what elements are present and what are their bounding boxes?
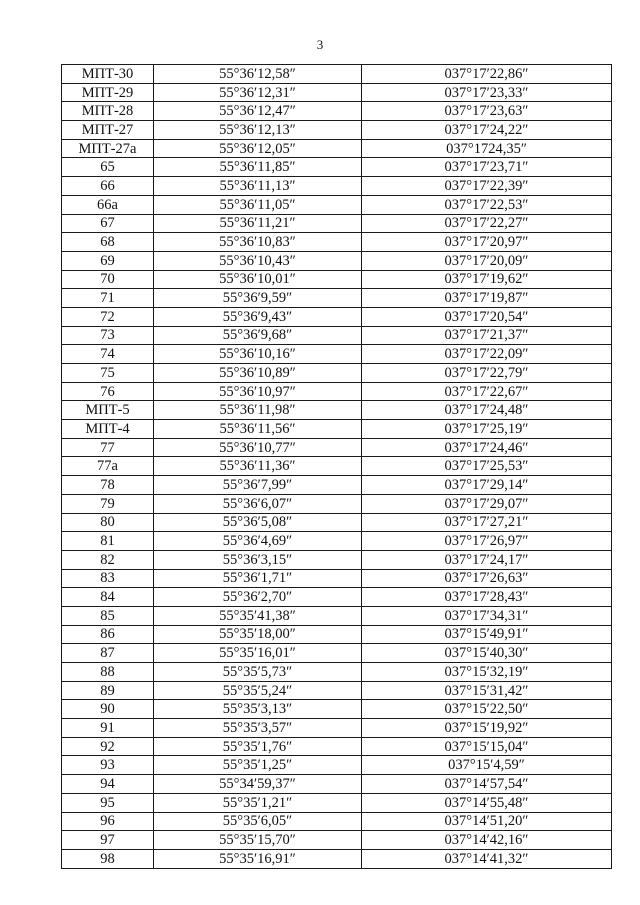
latitude-cell: 55°36′10,77″ xyxy=(154,438,362,457)
latitude-cell: 55°35′41,38″ xyxy=(154,606,362,625)
point-id-cell: 94 xyxy=(62,775,154,794)
latitude-cell: 55°34′59,37″ xyxy=(154,775,362,794)
latitude-cell: 55°36′12,05″ xyxy=(154,139,362,158)
point-id-cell: 73 xyxy=(62,326,154,345)
longitude-cell: 037°15′49,91″ xyxy=(362,625,612,644)
longitude-cell: 037°17′24,22″ xyxy=(362,121,612,140)
latitude-cell: 55°36′10,16″ xyxy=(154,345,362,364)
point-id-cell: 85 xyxy=(62,606,154,625)
point-id-cell: МПТ-27а xyxy=(62,139,154,158)
table-row xyxy=(62,457,612,476)
table-row xyxy=(62,681,612,700)
table-row xyxy=(62,532,612,551)
point-id-cell: 92 xyxy=(62,737,154,756)
latitude-cell: 55°36′12,13″ xyxy=(154,121,362,140)
latitude-cell: 55°36′7,99″ xyxy=(154,476,362,495)
longitude-cell: 037°15′19,92″ xyxy=(362,719,612,738)
latitude-cell: 55°36′1,71″ xyxy=(154,569,362,588)
longitude-cell: 037°14′55,48″ xyxy=(362,793,612,812)
table-row xyxy=(62,588,612,607)
table-row xyxy=(62,420,612,439)
point-id-cell: 97 xyxy=(62,831,154,850)
coordinates-table-body xyxy=(62,65,612,869)
table-row xyxy=(62,177,612,196)
latitude-cell: 55°36′10,89″ xyxy=(154,364,362,383)
point-id-cell: 89 xyxy=(62,681,154,700)
point-id-cell: МПТ-30 xyxy=(62,65,154,84)
latitude-cell: 55°36′11,13″ xyxy=(154,177,362,196)
longitude-cell: 037°17′34,31″ xyxy=(362,606,612,625)
table-row xyxy=(62,345,612,364)
table-row xyxy=(62,121,612,140)
point-id-cell: МПТ-4 xyxy=(62,420,154,439)
longitude-cell: 037°14′41,32″ xyxy=(362,849,612,868)
latitude-cell: 55°35′5,73″ xyxy=(154,663,362,682)
longitude-cell: 037°17′26,97″ xyxy=(362,532,612,551)
longitude-cell: 037°17′20,54″ xyxy=(362,307,612,326)
point-id-cell: 78 xyxy=(62,476,154,495)
table-row xyxy=(62,737,612,756)
latitude-cell: 55°36′5,08″ xyxy=(154,513,362,532)
point-id-cell: 86 xyxy=(62,625,154,644)
longitude-cell: 037°1724,35″ xyxy=(362,139,612,158)
point-id-cell: 77 xyxy=(62,438,154,457)
longitude-cell: 037°17′22,09″ xyxy=(362,345,612,364)
longitude-cell: 037°17′27,21″ xyxy=(362,513,612,532)
point-id-cell: 71 xyxy=(62,289,154,308)
longitude-cell: 037°17′26,63″ xyxy=(362,569,612,588)
table-row xyxy=(62,625,612,644)
latitude-cell: 55°36′11,56″ xyxy=(154,420,362,439)
latitude-cell: 55°35′5,24″ xyxy=(154,681,362,700)
table-row xyxy=(62,849,612,868)
coordinates-table xyxy=(61,64,612,869)
point-id-cell: 70 xyxy=(62,270,154,289)
table-row xyxy=(62,83,612,102)
longitude-cell: 037°14′42,16″ xyxy=(362,831,612,850)
point-id-cell: 75 xyxy=(62,364,154,383)
point-id-cell: 81 xyxy=(62,532,154,551)
latitude-cell: 55°35′18,00″ xyxy=(154,625,362,644)
longitude-cell: 037°17′23,33″ xyxy=(362,83,612,102)
table-row xyxy=(62,401,612,420)
table-row xyxy=(62,102,612,121)
latitude-cell: 55°35′16,01″ xyxy=(154,644,362,663)
point-id-cell: 90 xyxy=(62,700,154,719)
table-row xyxy=(62,513,612,532)
latitude-cell: 55°35′1,21″ xyxy=(154,793,362,812)
longitude-cell: 037°14′57,54″ xyxy=(362,775,612,794)
longitude-cell: 037°15′40,30″ xyxy=(362,644,612,663)
longitude-cell: 037°17′23,71″ xyxy=(362,158,612,177)
point-id-cell: 65 xyxy=(62,158,154,177)
latitude-cell: 55°36′11,36″ xyxy=(154,457,362,476)
page-number: 3 xyxy=(316,37,324,52)
longitude-cell: 037°17′22,53″ xyxy=(362,195,612,214)
point-id-cell: 69 xyxy=(62,251,154,270)
point-id-cell: 77а xyxy=(62,457,154,476)
longitude-cell: 037°17′25,19″ xyxy=(362,420,612,439)
table-row xyxy=(62,65,612,84)
table-row xyxy=(62,307,612,326)
longitude-cell: 037°15′15,04″ xyxy=(362,737,612,756)
longitude-cell: 037°15′22,50″ xyxy=(362,700,612,719)
latitude-cell: 55°36′2,70″ xyxy=(154,588,362,607)
latitude-cell: 55°35′1,25″ xyxy=(154,756,362,775)
point-id-cell: 91 xyxy=(62,719,154,738)
latitude-cell: 55°36′10,97″ xyxy=(154,382,362,401)
latitude-cell: 55°35′15,70″ xyxy=(154,831,362,850)
table-row xyxy=(62,644,612,663)
table-row xyxy=(62,663,612,682)
longitude-cell: 037°17′24,46″ xyxy=(362,438,612,457)
point-id-cell: 95 xyxy=(62,793,154,812)
table-row xyxy=(62,139,612,158)
point-id-cell: МПТ-27 xyxy=(62,121,154,140)
latitude-cell: 55°36′9,43″ xyxy=(154,307,362,326)
point-id-cell: 87 xyxy=(62,644,154,663)
longitude-cell: 037°17′22,39″ xyxy=(362,177,612,196)
longitude-cell: 037°14′51,20″ xyxy=(362,812,612,831)
latitude-cell: 55°35′6,05″ xyxy=(154,812,362,831)
point-id-cell: 96 xyxy=(62,812,154,831)
longitude-cell: 037°17′21,37″ xyxy=(362,326,612,345)
longitude-cell: 037°17′23,63″ xyxy=(362,102,612,121)
longitude-cell: 037°15′31,42″ xyxy=(362,681,612,700)
longitude-cell: 037°17′24,48″ xyxy=(362,401,612,420)
longitude-cell: 037°17′22,67″ xyxy=(362,382,612,401)
longitude-cell: 037°15′4,59″ xyxy=(362,756,612,775)
point-id-cell: МПТ-29 xyxy=(62,83,154,102)
longitude-cell: 037°17′20,09″ xyxy=(362,251,612,270)
longitude-cell: 037°17′25,53″ xyxy=(362,457,612,476)
latitude-cell: 55°36′12,47″ xyxy=(154,102,362,121)
point-id-cell: 68 xyxy=(62,233,154,252)
longitude-cell: 037°17′19,87″ xyxy=(362,289,612,308)
table-row xyxy=(62,494,612,513)
latitude-cell: 55°36′11,85″ xyxy=(154,158,362,177)
latitude-cell: 55°36′10,83″ xyxy=(154,233,362,252)
point-id-cell: 98 xyxy=(62,849,154,868)
longitude-cell: 037°17′22,27″ xyxy=(362,214,612,233)
table-row xyxy=(62,158,612,177)
table-row xyxy=(62,700,612,719)
point-id-cell: 66 xyxy=(62,177,154,196)
latitude-cell: 55°35′3,57″ xyxy=(154,719,362,738)
table-row xyxy=(62,476,612,495)
table-row xyxy=(62,569,612,588)
longitude-cell: 037°17′29,07″ xyxy=(362,494,612,513)
longitude-cell: 037°17′22,86″ xyxy=(362,65,612,84)
longitude-cell: 037°15′32,19″ xyxy=(362,663,612,682)
longitude-cell: 037°17′29,14″ xyxy=(362,476,612,495)
table-row xyxy=(62,251,612,270)
table-row xyxy=(62,382,612,401)
longitude-cell: 037°17′20,97″ xyxy=(362,233,612,252)
table-row xyxy=(62,364,612,383)
table-row xyxy=(62,195,612,214)
latitude-cell: 55°36′11,05″ xyxy=(154,195,362,214)
table-row xyxy=(62,606,612,625)
latitude-cell: 55°36′10,43″ xyxy=(154,251,362,270)
latitude-cell: 55°36′11,98″ xyxy=(154,401,362,420)
table-row xyxy=(62,270,612,289)
latitude-cell: 55°36′4,69″ xyxy=(154,532,362,551)
longitude-cell: 037°17′24,17″ xyxy=(362,550,612,569)
table-row xyxy=(62,793,612,812)
point-id-cell: 82 xyxy=(62,550,154,569)
latitude-cell: 55°36′6,07″ xyxy=(154,494,362,513)
latitude-cell: 55°36′9,68″ xyxy=(154,326,362,345)
longitude-cell: 037°17′19,62″ xyxy=(362,270,612,289)
table-row xyxy=(62,326,612,345)
latitude-cell: 55°36′12,31″ xyxy=(154,83,362,102)
point-id-cell: 79 xyxy=(62,494,154,513)
point-id-cell: 93 xyxy=(62,756,154,775)
latitude-cell: 55°36′3,15″ xyxy=(154,550,362,569)
longitude-cell: 037°17′22,79″ xyxy=(362,364,612,383)
table-row xyxy=(62,831,612,850)
table-row xyxy=(62,756,612,775)
point-id-cell: 88 xyxy=(62,663,154,682)
point-id-cell: МПТ-28 xyxy=(62,102,154,121)
point-id-cell: 67 xyxy=(62,214,154,233)
latitude-cell: 55°35′16,91″ xyxy=(154,849,362,868)
point-id-cell: 74 xyxy=(62,345,154,364)
point-id-cell: 80 xyxy=(62,513,154,532)
point-id-cell: 83 xyxy=(62,569,154,588)
table-row xyxy=(62,719,612,738)
table-row xyxy=(62,775,612,794)
latitude-cell: 55°36′12,58″ xyxy=(154,65,362,84)
latitude-cell: 55°35′1,76″ xyxy=(154,737,362,756)
latitude-cell: 55°35′3,13″ xyxy=(154,700,362,719)
point-id-cell: 66а xyxy=(62,195,154,214)
longitude-cell: 037°17′28,43″ xyxy=(362,588,612,607)
latitude-cell: 55°36′9,59″ xyxy=(154,289,362,308)
point-id-cell: 72 xyxy=(62,307,154,326)
table-row xyxy=(62,812,612,831)
table-row xyxy=(62,289,612,308)
latitude-cell: 55°36′11,21″ xyxy=(154,214,362,233)
point-id-cell: 76 xyxy=(62,382,154,401)
latitude-cell: 55°36′10,01″ xyxy=(154,270,362,289)
table-row xyxy=(62,214,612,233)
point-id-cell: МПТ-5 xyxy=(62,401,154,420)
table-row xyxy=(62,438,612,457)
table-row xyxy=(62,550,612,569)
point-id-cell: 84 xyxy=(62,588,154,607)
table-row xyxy=(62,233,612,252)
